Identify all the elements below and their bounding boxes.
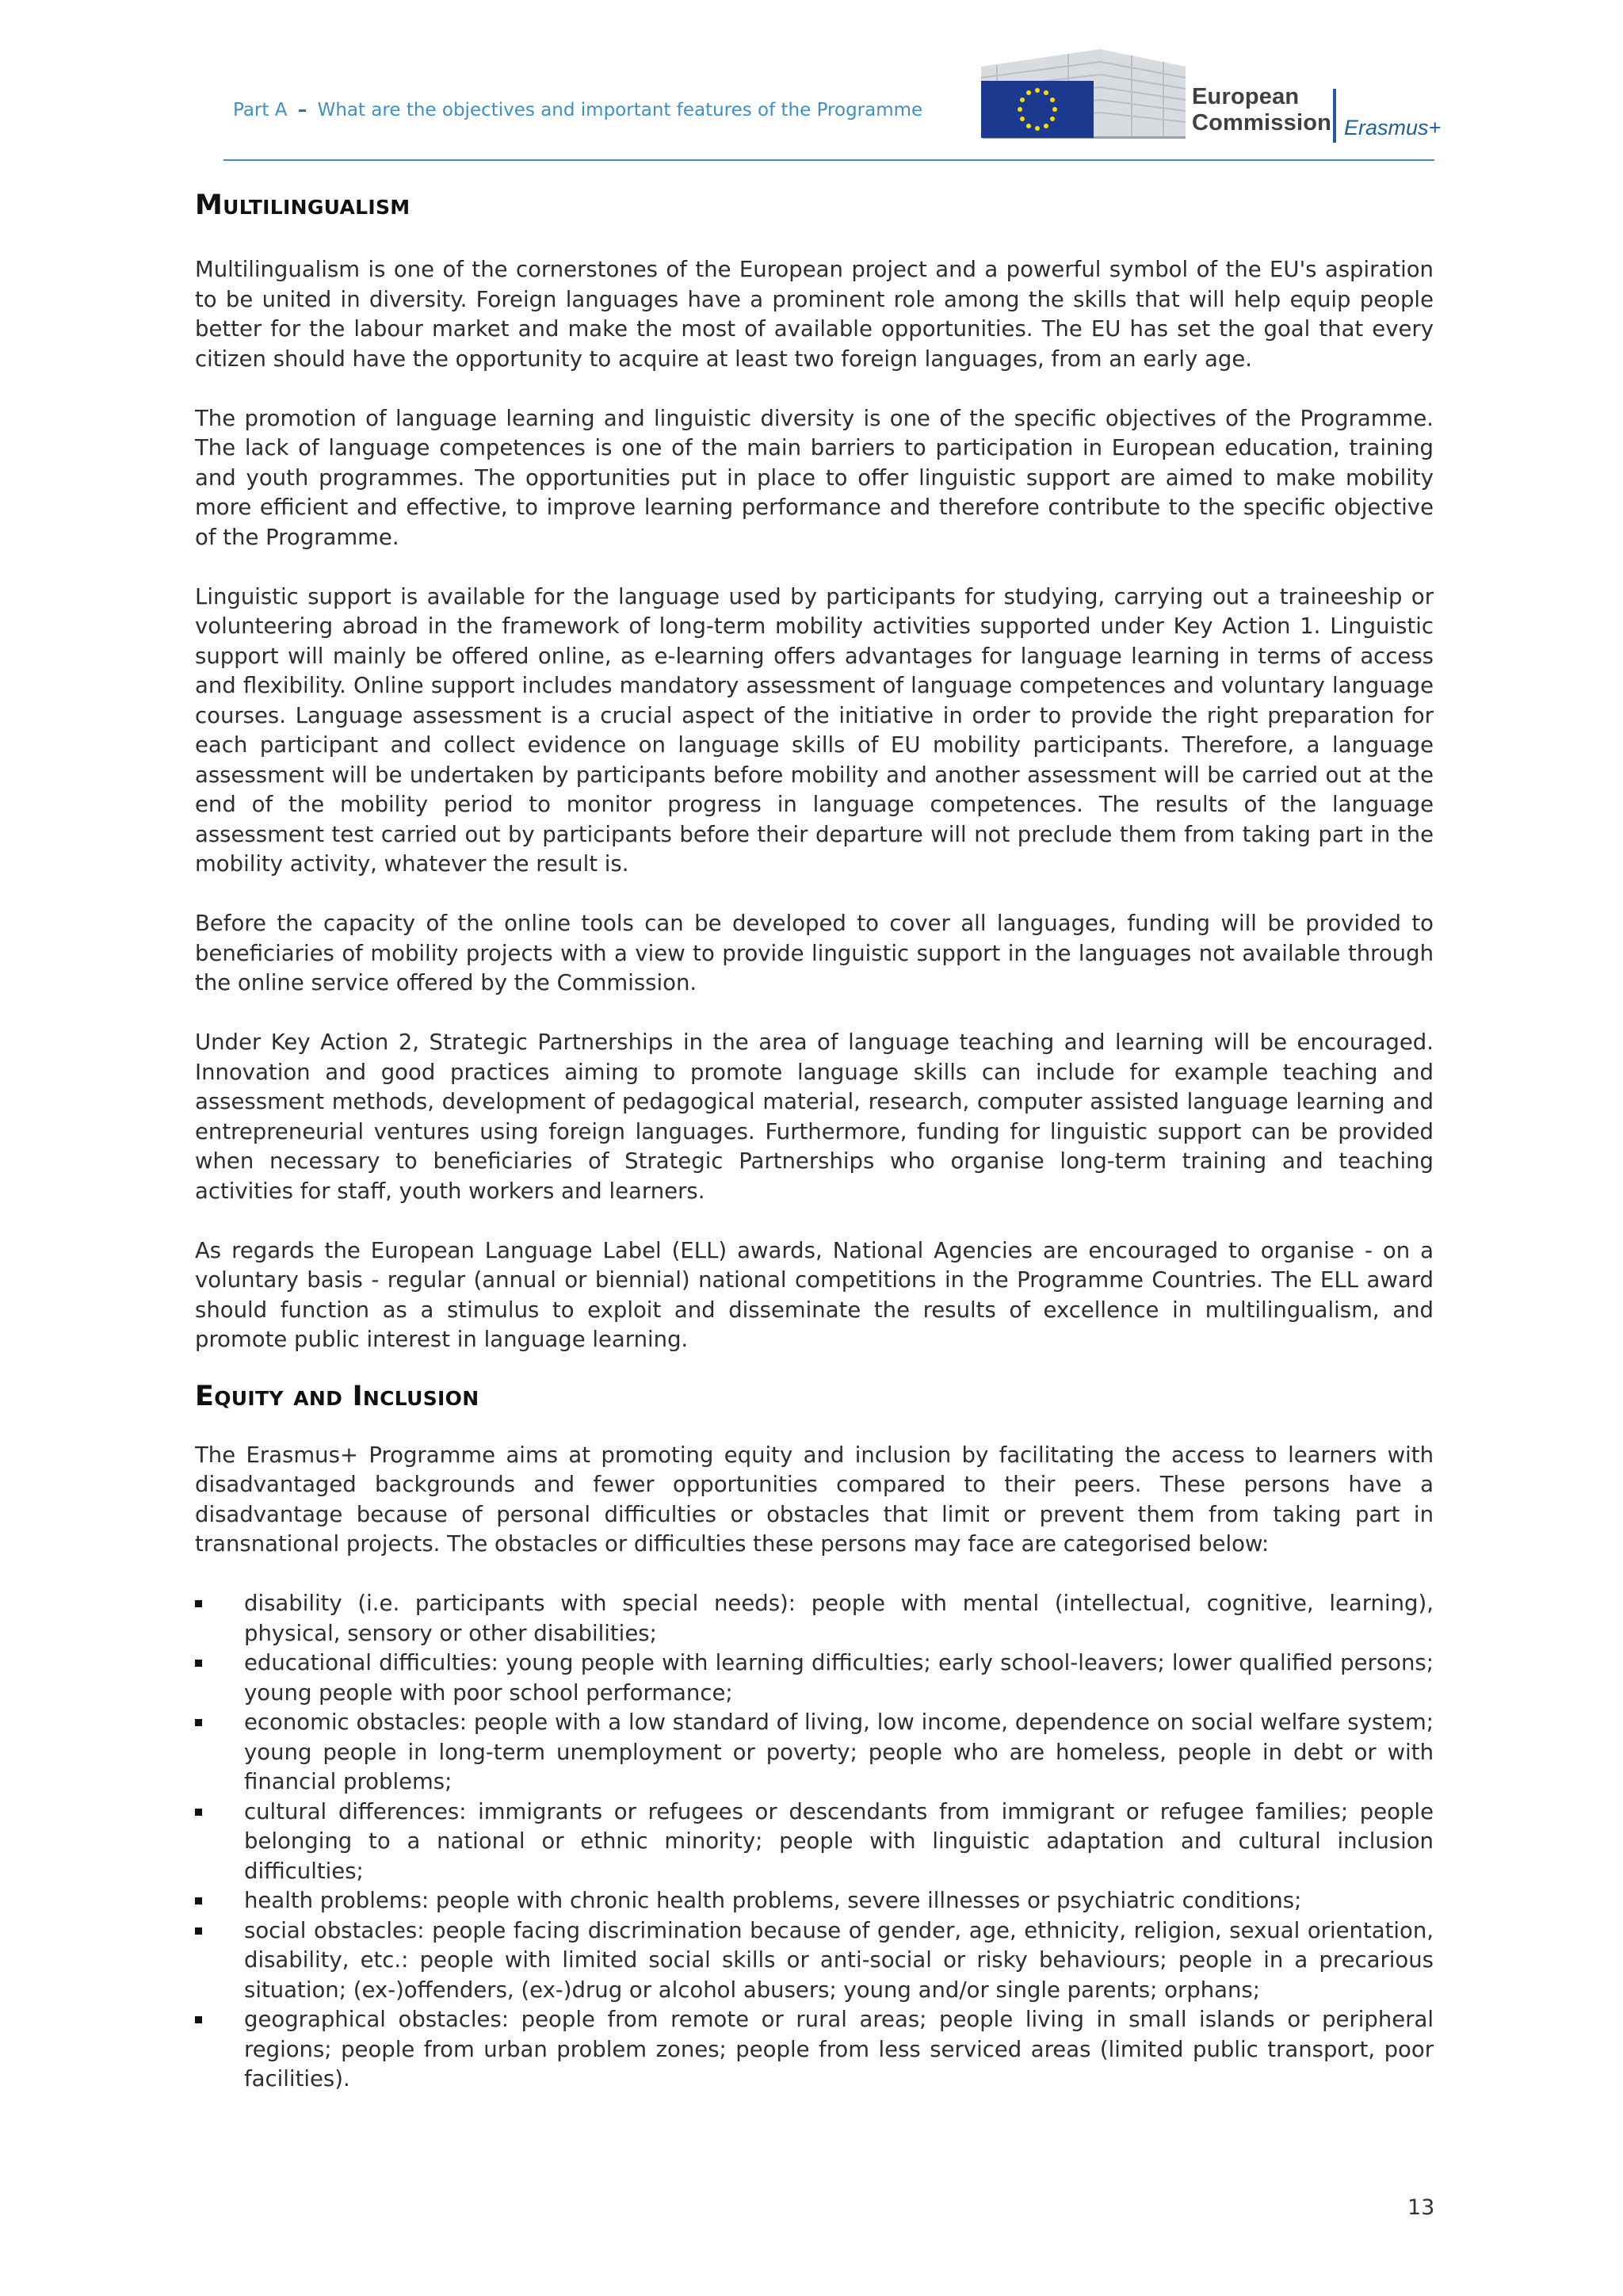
list-item: economic obstacles: people with a low standard of living, low income, dependence on social welfare system; young people in long-term unemployment or poverty; people who are homeless, people in debt or with financial problems; [195,1708,1434,1797]
list-item: disability (i.e. participants with special needs): people with mental (intellectual, cognitive, learning), physical, sensory or other disabilities; [195,1589,1434,1648]
bullet-icon [195,1897,202,1904]
erasmus-plus-label: Erasmus+ [1344,116,1442,139]
bullet-icon [195,1719,202,1726]
list-item: social obstacles: people facing discrimination because of gender, age, ethnicity, religion, sexual orientation, disability, etc.: people with limited social skills or anti-social or risky behaviours; people in a precarious situation; (ex-)offenders, (ex-)drug or alcohol abusers; young and/or single parents; orphans; [195,1916,1434,2006]
list-item: health problems: people with chronic health problems, severe illnesses or psychiatric conditions; [195,1886,1434,1916]
paragraph: The promotion of language learning and linguistic diversity is one of the specific objectives of the Programme. The lack of language competences is one of the main barriers to participation in European education, training and youth programmes. The opportunities put in place to offer linguistic support are aimed to make mobility more efficient and effective, to improve learning performance and therefore contribute to the specific objective of the Programme. [195,405,1434,550]
paragraph: Linguistic support is available for the language used by participants for studying, carrying out a traineeship or volunteering abroad in the framework of long-term mobility activities supported under Key Action 1. Linguistic support will mainly be offered online, as e-learning offers advantages for language learning in terms of access and flexibility. Online support includes mandatory assessment of language competences and voluntary language courses. Language assessment is a crucial aspect of the initiative in order to provide the right preparation for each participant and collect evidence on language skills of EU mobility participants. Therefore, a language assessment will be undertaken by participants before mobility and another assessment will be carried out at the end of the mobility period to monitor progress in language competences. The results of the language assessment test carried out by participants before their departure will not preclude them from taking part in the mobility activity, whatever the result is. [195,583,1434,877]
bullet-icon [195,1927,202,1935]
paragraph: The Erasmus+ Programme aims at promoting equity and inclusion by facilitating the access to learners with disadvantaged backgrounds and fewer opportunities compared to their peers. These persons have a disadvantage because of personal difficulties or obstacles that limit or prevent them from taking part in transnational projects. The obstacles or difficulties these persons may face are categorised below: [195,1442,1434,1557]
header-part: Part A [233,100,288,120]
header-dash: – [297,100,307,120]
bullet-icon [195,1660,202,1667]
european-commission-logo [981,43,1442,147]
bullet-icon [195,1809,202,1816]
header-rule [223,159,1434,161]
section-heading-equity-inclusion: Equity and Inclusion [195,1380,479,1412]
paragraph: Before the capacity of the online tools can be developed to cover all languages, funding will be provided to beneficiaries of mobility projects with a view to provide linguistic support in the languages not available through the online service offered by the Commission. [195,911,1434,995]
running-header [233,100,922,120]
list-item: cultural differences: immigrants or refugees or descendants from immigrant or refugee families; people belonging to a national or ethnic minority; people with linguistic adaptation and cultural inclusion difficulties; [195,1797,1434,1887]
list-item: educational difficulties: young people with learning difficulties; early school-leavers; lower qualified persons; young people with poor school performance; [195,1648,1434,1708]
section-heading-multilingualism: Multilingualism [195,189,411,221]
paragraph: Multilingualism is one of the cornerstones of the European project and a powerful symbol of the EU's aspiration to be united in diversity. Foreign languages have a prominent role among the skills that will help equip people better for the labour market and make the most of available opportunities. The EU has set the goal that every citizen should have the opportunity to acquire at least two foreign languages, from an early age. [195,257,1434,372]
berlaymont-building-icon [981,43,1189,147]
logo-wordmark [1192,84,1331,136]
logo-divider [1333,89,1336,143]
paragraph: As regards the European Language Label (ELL) awards, National Agencies are encouraged to organise - on a voluntary basis - regular (annual or biennial) national competitions in the Programme Countries. The ELL award should function as a stimulus to exploit and disseminate the results of excellence in multilingualism, and promote public interest in language learning. [195,1237,1434,1352]
logo-european: European [1192,84,1300,109]
page-header [223,38,1442,163]
page-number: 13 [1407,2195,1435,2220]
header-title: What are the objectives and important features of the Programme [317,100,923,120]
bullet-icon [195,2016,202,2023]
list-item: geographical obstacles: people from remote or rural areas; people living in small islands or peripheral regions; people from urban problem zones; people from less serviced areas (limited public transport, poor facilities). [195,2005,1434,2095]
obstacles-list [195,1589,1434,2095]
logo-commission: Commission [1192,110,1332,136]
paragraph: Under Key Action 2, Strategic Partnerships in the area of language teaching and learning will be encouraged. Innovation and good practices aiming to promote language skills can include for example teaching and assessment methods, development of pedagogical material, research, computer assisted language learning and entrepreneurial ventures using foreign languages. Furthermore, funding for linguistic support can be provided when necessary to beneficiaries of Strategic Partnerships who organise long-term training and teaching activities for staff, youth workers and learners. [195,1030,1434,1204]
page-content [195,185,1434,2095]
bullet-icon [195,1600,202,1607]
